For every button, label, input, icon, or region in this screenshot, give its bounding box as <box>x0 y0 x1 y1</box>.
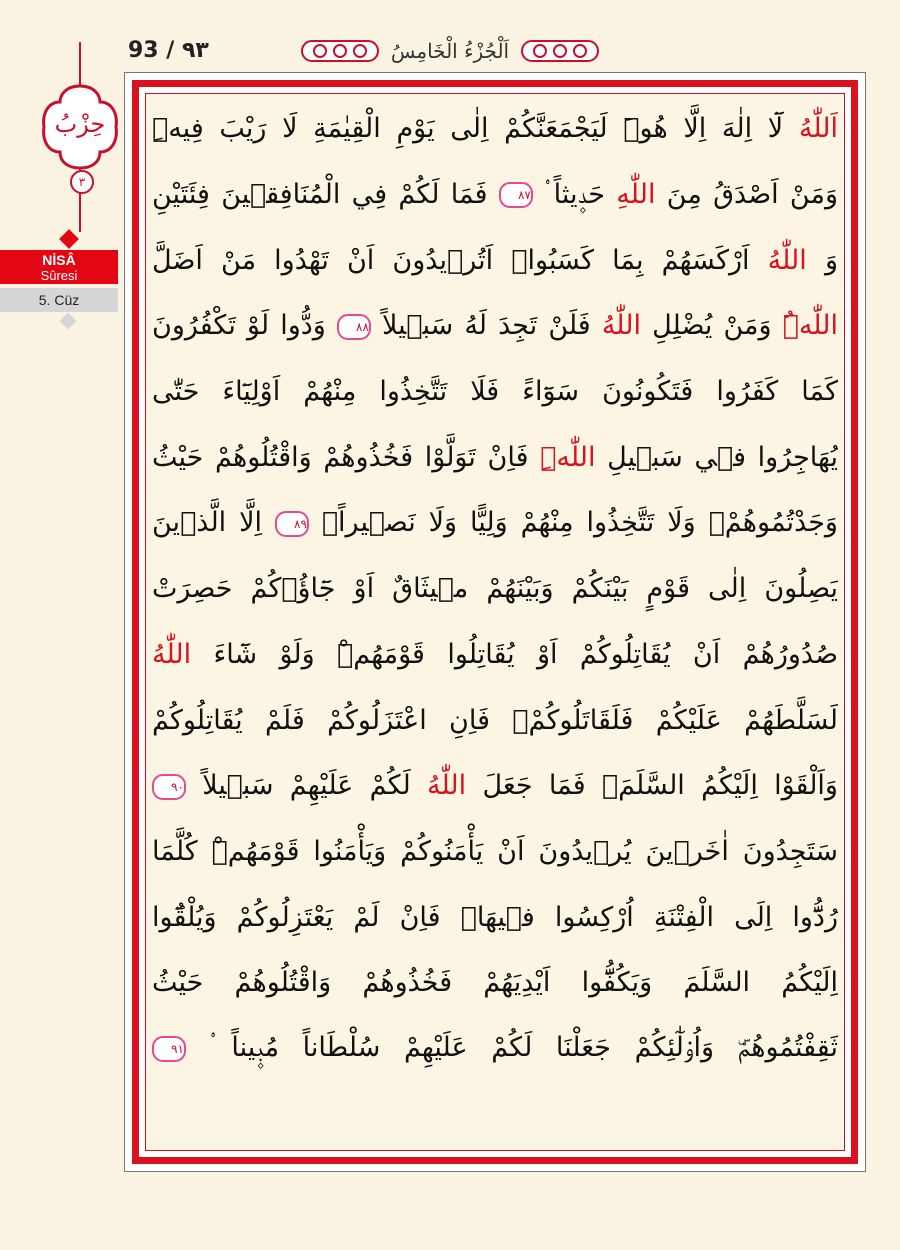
hizb-label-wrap <box>40 82 120 172</box>
divine-name: اللّٰهُ <box>767 244 807 276</box>
verse-line <box>152 424 838 490</box>
verse-line <box>152 622 838 688</box>
verse-text: فَلَنْ تَجِدَ لَهُ سَب۪يلاً <box>382 310 591 342</box>
verse-text-area <box>152 96 838 1148</box>
ayah-number-marker: ٩٠ <box>152 774 186 800</box>
verse-text: سَتَجِدُونَ اٰخَر۪ينَ يُر۪يدُونَ اَنْ يَأْمَنُوكُمْ وَيَأْمَنُوا قَوْمَهُمْۜ كُلَّمَا <box>152 835 838 867</box>
ayah-number-marker: ٨٩ <box>275 511 309 537</box>
juz-header <box>300 33 600 69</box>
divine-name: اللّٰهُۜ <box>782 310 838 342</box>
hizb-number: ٣ <box>70 170 94 194</box>
verse-text: وَمَنْ يُضْلِلِ <box>652 310 772 342</box>
verse-text: وَجَدْتُمُوهُمْۖ وَلَا تَتَّخِذُوا مِنْهُمْ وَلِيًّا وَلَا نَص۪يراًۙ <box>321 507 838 539</box>
verse-text: وَاَلْقَوْا اِلَيْكُمُ السَّلَمَۙ فَمَا جَعَلَ <box>482 770 838 802</box>
hizb-label: حِزْبُ <box>54 110 106 138</box>
verse-text: لَٓا اِلٰهَ اِلَّا هُوَۜ لَيَجْمَعَنَّكُمْ اِلٰى يَوْمِ الْقِيٰمَةِ لَا رَيْبَ فِيهِۜ <box>152 113 784 145</box>
verse-text: وَ <box>824 244 838 276</box>
verse-text: اِلَّا الَّذ۪ينَ <box>152 507 262 539</box>
verse-line <box>152 490 838 556</box>
ayah-number-marker: ٨٧ <box>499 182 533 208</box>
verse-text: اِلَيْكُمُ السَّلَمَ وَيَكُفُّٓوا اَيْدِيَهُمْ فَخُذُوهُمْ وَاقْتُلُوهُمْ حَيْثُ <box>152 967 838 999</box>
verse-line <box>152 950 838 1016</box>
verse-text: فَاِنْ تَوَلَّوْا فَخُذُوهُمْ وَاقْتُلُوهُمْ حَيْثُ <box>152 441 529 473</box>
juz-label: 5. Cüz <box>0 288 118 312</box>
divine-name: اللّٰهِ <box>616 178 656 210</box>
divine-name: اللّٰهُ <box>152 638 192 670</box>
diamond-ornament-icon <box>59 229 79 249</box>
juz-title: اَلْجُزْءُ الْخَامِسُ <box>390 39 510 63</box>
page-number: 93 / ٩٣ <box>128 38 209 63</box>
verse-text: رُدُّٓوا اِلَى الْفِتْنَةِ اُرْكِسُوا ف۪يهَاۚ فَاِنْ لَمْ يَعْتَزِلُوكُمْ وَيُلْقُٓوا <box>152 901 838 933</box>
ayah-number-marker: ٨٨ <box>337 314 371 340</box>
verse-line <box>152 162 838 228</box>
verse-text: يَصِلُونَ اِلٰى قَوْمٍ بَيْنَكُمْ وَبَيْنَهُمْ م۪يثَاقٌ اَوْ جَٓاؤُ۫كُمْ حَصِرَتْ <box>152 573 838 605</box>
verse-text: وَدُّوا لَوْ تَكْفُرُونَ <box>152 310 326 342</box>
surah-name: NİSÂ <box>42 252 76 268</box>
verse-line <box>152 753 838 819</box>
verse-text: اَرْكَسَهُمْ بِمَا كَسَبُواۜ اَتُر۪يدُونَ اَنْ تَهْدُوا مَنْ اَضَلَّ <box>152 244 750 276</box>
diamond-ornament-icon <box>60 313 77 330</box>
divine-name: اللّٰهِۜ <box>540 441 596 473</box>
verse-line <box>152 293 838 359</box>
divine-name: اللّٰهُ <box>601 310 641 342</box>
verse-line <box>152 819 838 885</box>
ornament-icon <box>300 36 380 66</box>
verse-text: ثَقِفْتُمُوهُمْۜ وَاُو۬لٰٓئِكُمْ جَعَلْنَا لَكُمْ عَلَيْهِمْ سُلْطَاناً مُب۪يناً ۟ <box>209 1032 838 1064</box>
verse-line <box>152 359 838 425</box>
verse-text: وَمَنْ اَصْدَقُ مِنَ <box>666 178 838 210</box>
verse-text: صُدُورُهُمْ اَنْ يُقَاتِلُوكُمْ اَوْ يُقَاتِلُوا قَوْمَهُمْۜ وَلَوْ شَٓاءَ <box>213 638 838 670</box>
ayah-number-marker: ٩١ <box>152 1036 186 1062</box>
divine-name: اللّٰهُ <box>427 770 467 802</box>
verse-text: فَمَا لَكُمْ فِي الْمُنَافِق۪ينَ فِئَتَيْنِ <box>152 178 488 210</box>
surah-subtitle: Sûresi <box>40 268 78 283</box>
verse-text: يُهَاجِرُوا ف۪ي سَب۪يلِ <box>607 441 838 473</box>
verse-text: لَكُمْ عَلَيْهِمْ سَب۪يلاً <box>202 770 411 802</box>
verse-line <box>152 556 838 622</box>
surah-box <box>0 250 118 284</box>
verse-text: لَسَلَّطَهُمْ عَلَيْكُمْ فَلَقَاتَلُوكُمْۚ فَاِنِ اعْتَزَلُوكُمْ فَلَمْ يُقَاتِلُوكُمْ <box>152 704 838 736</box>
verse-line <box>152 96 838 162</box>
divine-name: اَللّٰهُ <box>798 113 838 145</box>
verse-text: كَمَا كَفَرُوا فَتَكُونُونَ سَوَٓاءً فَلَا تَتَّخِذُوا مِنْهُمْ اَوْلِيَٓاءَ حَتّٰى <box>152 376 838 408</box>
verse-line <box>152 227 838 293</box>
verse-line <box>152 884 838 950</box>
verse-line <box>152 687 838 753</box>
verse-line <box>152 1016 838 1082</box>
verse-text: حَد۪يثاً ۟ <box>544 178 605 210</box>
ornament-icon <box>520 36 600 66</box>
